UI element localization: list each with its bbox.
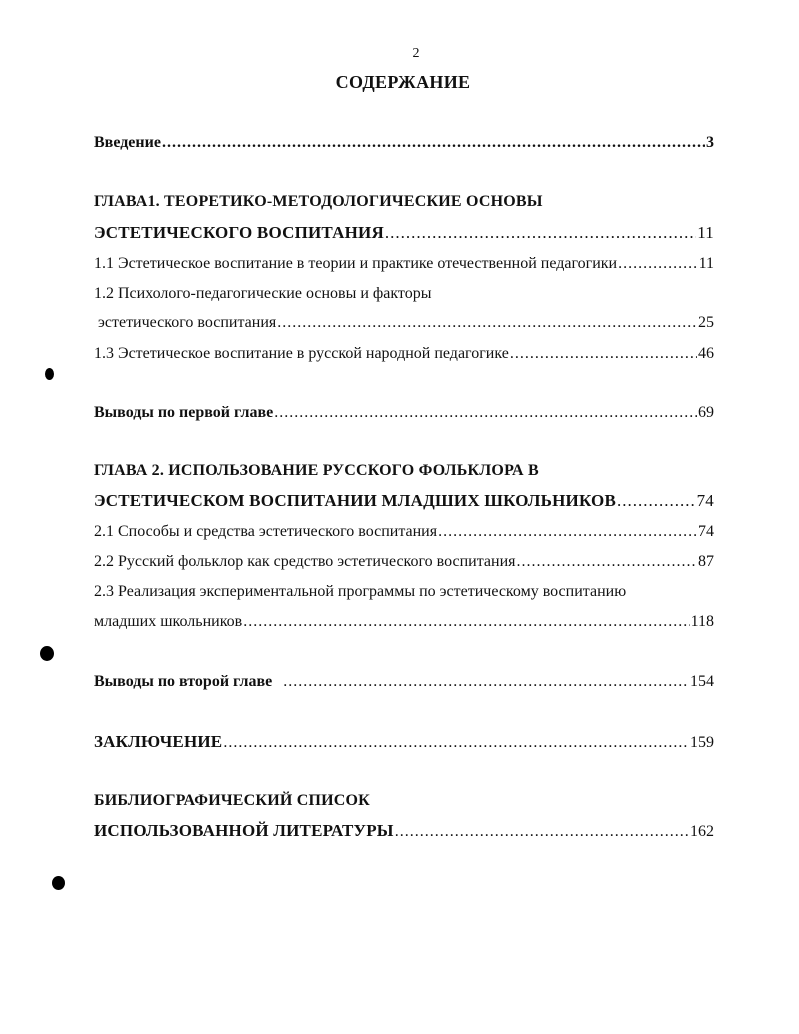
dot-leader [395,822,689,842]
toc-entry-1-3[interactable] [94,344,714,364]
toc-entry-label: эстетического воспитания [98,314,277,331]
toc-page-number: 159 [690,734,714,751]
dot-leader [277,313,697,333]
toc-page-number: 118 [690,613,714,630]
toc-entry-2-3-line1: 2.3 Реализация экспериментальной программы по эстетическому воспитанию [94,583,627,600]
toc-entry-label: 1.3 Эстетическое воспитание в русской народной педагогике [94,345,509,362]
page-title: СОДЕРЖАНИЕ [335,72,471,92]
toc-entry-label: ЗАКЛЮЧЕНИЕ [94,732,223,751]
toc-entry-bibliography[interactable] [94,821,714,842]
toc-entry-intro[interactable] [94,133,714,153]
toc-entry-chapter2[interactable] [94,491,714,511]
toc-page-number: 3 [706,134,714,151]
toc-page-number: 25 [698,314,714,331]
toc-entry-1-2-line1: 1.2 Психолого-педагогические основы и факторы [94,285,432,302]
scan-mark [45,368,54,380]
chapter2-heading-line1: ГЛАВА 2. ИСПОЛЬЗОВАНИЕ РУССКОГО ФОЛЬКЛОРА В [94,462,539,479]
toc-page-number: 87 [698,553,714,570]
toc-page-number: 69 [698,404,714,421]
dot-leader [243,612,689,632]
toc-page-number: 11 [697,223,714,242]
toc-entry-label: 1.1 Эстетическое воспитание в теории и практике отечественной педагогики [94,255,618,272]
toc-page-number: 46 [698,345,714,362]
dot-leader [510,344,697,364]
page-number: 2 [412,46,420,61]
toc-entry-conclusion[interactable] [94,732,714,753]
dot-leader [283,672,689,692]
dot-leader [618,254,698,274]
dot-leader [385,223,696,243]
toc-entry-label: Введение [94,134,161,151]
toc-entry-label: младших школьников [94,613,243,630]
toc-entry-label: 2.2 Русский фольклор как средство эстетического воспитания [94,553,516,570]
toc-entry-chapter1-conclusions[interactable] [94,403,714,423]
toc-entry-label: ЭСТЕТИЧЕСКОГО ВОСПИТАНИЯ [94,223,384,242]
toc-entry-label: 2.1 Способы и средства эстетического воспитания [94,523,438,540]
scan-mark [40,646,54,661]
toc-page-number: 162 [690,823,714,840]
toc-entry-label: ЭСТЕТИЧЕСКОМ ВОСПИТАНИИ МЛАДШИХ ШКОЛЬНИКОВ [94,491,617,510]
toc-page-number: 11 [698,255,714,272]
toc-entry-label: Выводы по первой главе [94,404,274,421]
toc-page-number: 74 [698,523,714,540]
bibliography-heading-line1: БИБЛИОГРАФИЧЕСКИЙ СПИСОК [94,792,370,809]
chapter1-heading-line1: ГЛАВА1. ТЕОРЕТИКО-МЕТОДОЛОГИЧЕСКИЕ ОСНОВЫ [94,193,543,210]
toc-page-number: 74 [696,491,714,510]
toc-entry-2-1[interactable] [94,522,714,542]
toc-entry-label: Выводы по второй главе [94,673,273,690]
dot-leader [162,133,705,153]
toc-entry-label: ИСПОЛЬЗОВАННОЙ ЛИТЕРАТУРЫ [94,821,394,840]
toc-entry-chapter1[interactable] [94,223,714,243]
toc-entry-1-1[interactable] [94,254,714,274]
dot-leader [617,491,696,511]
dot-leader [517,552,697,572]
scan-mark [52,876,65,890]
toc-entry-chapter2-conclusions[interactable] [94,672,714,692]
toc-entry-2-2[interactable] [94,552,714,572]
toc-entry-1-2[interactable] [98,313,714,333]
toc-page-number: 154 [690,673,714,690]
toc-entry-2-3[interactable] [94,612,714,632]
dot-leader [223,733,689,753]
dot-leader [438,522,697,542]
dot-leader [274,403,697,423]
